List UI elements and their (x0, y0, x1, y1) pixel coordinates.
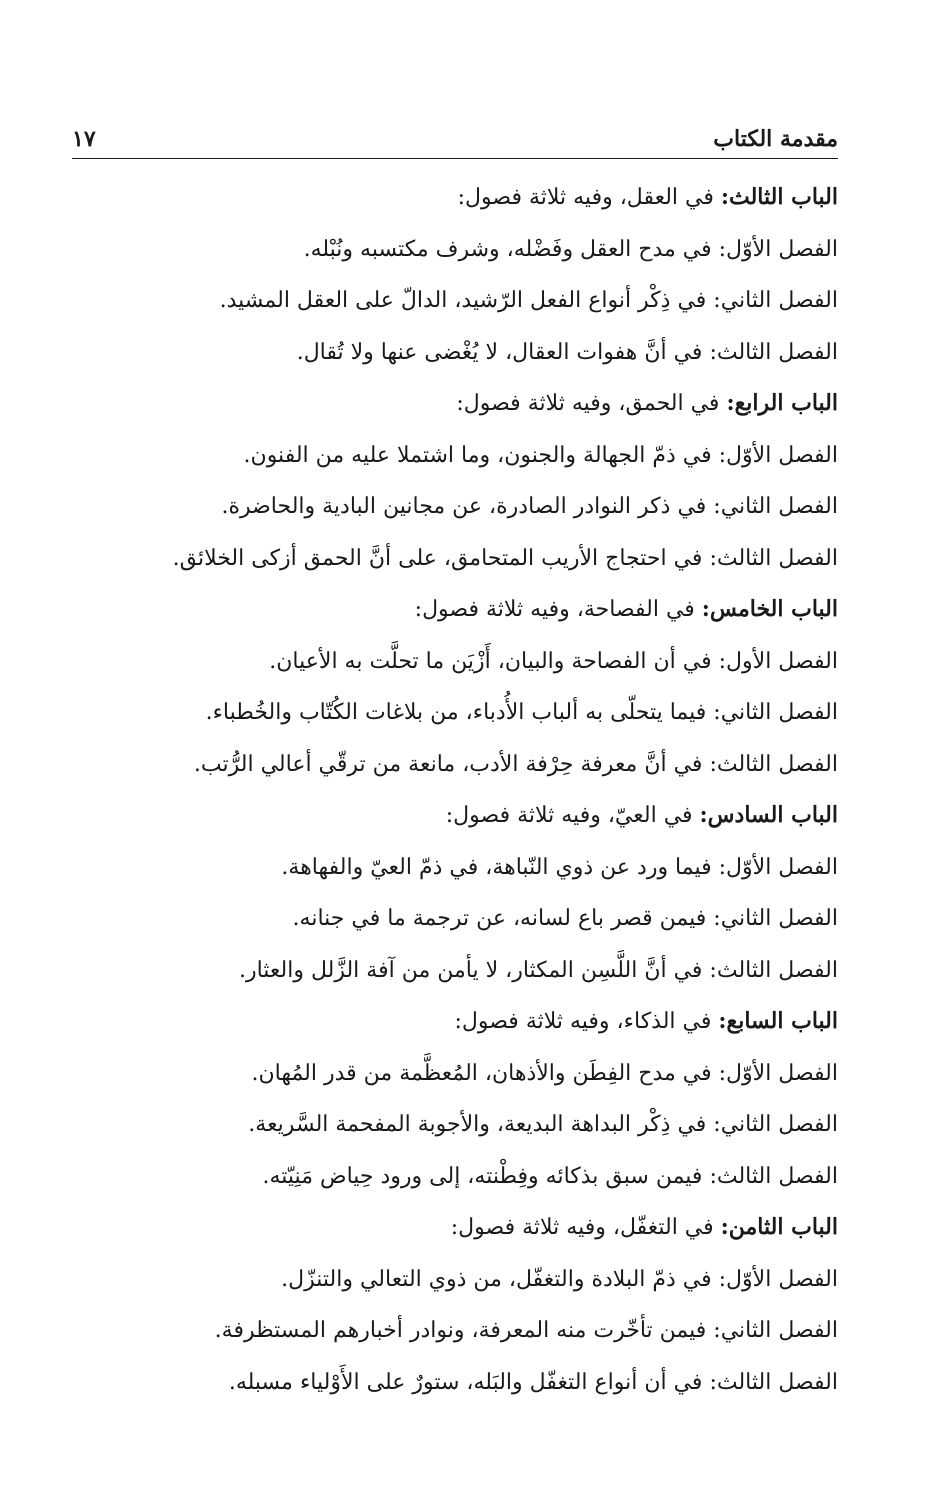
header-title: مقدمة الكتاب (713, 126, 838, 152)
chapter-label: الباب الخامس: (701, 596, 838, 622)
chapter-text: في العيّ، وفيه ثلاثة فصول: (445, 803, 700, 828)
chapter-heading (72, 790, 838, 842)
chapter-heading (72, 378, 838, 430)
chapter-label: الباب السادس: (699, 802, 838, 828)
chapter-label: الباب الثالث: (720, 184, 838, 210)
section-line: الفصل الثاني: في ذِكْر أنواع الفعل الرّشيد، الدالّ على العقل المشيد. (219, 288, 838, 313)
section-line: الفصل الأوّل: في مدح العقل وفَضْله، وشرف مكتسبه ونُبْله. (303, 236, 838, 262)
section-line: الفصل الثالث: في أنَّ معرفة حِرْفة الأدب، مانعة من ترقّي أعالي الرُّتب. (193, 751, 838, 777)
chapter-heading (72, 584, 838, 636)
section-line: الفصل الأوّل: في ذمّ البلادة والتغفّل، من ذوي التعالي والتنزّل. (281, 1266, 838, 1292)
section-line: الفصل الأول: في أن الفصاحة والبيان، أَزْيَن ما تحلَّت به الأعيان. (269, 648, 838, 674)
section-line: الفصل الأوّل: في ذمّ الجهالة والجنون، وما اشتملا عليه من الفنون. (243, 442, 838, 468)
chapter-text: في الفصاحة، وفيه ثلاثة فصول: (414, 597, 702, 622)
chapter-text: في الذكاء، وفيه ثلاثة فصول: (454, 1009, 719, 1034)
section-line: الفصل الأوّل: فيما ورد عن ذوي النّباهة، في ذمّ العيّ والفهاهة. (281, 854, 838, 880)
section-line: الفصل الثالث: في أنَّ هفوات العقال، لا يُغْضى عنها ولا تُقال. (296, 339, 838, 365)
section-line: الفصل الثاني: فيما يتحلّى به ألباب الأُدباء، من بلاغات الكُتّاب والخُطباء. (205, 700, 838, 725)
chapter-heading (72, 172, 838, 224)
chapter-text: في التغفّل، وفيه ثلاثة فصول: (450, 1215, 721, 1240)
page-number: ١٧ (72, 126, 96, 152)
section-line: الفصل الثالث: في أنَّ اللَّسِن المكثار، لا يأمن من آفة الزَّلل والعثار. (238, 957, 838, 983)
table-of-contents (72, 172, 838, 1408)
section-line: الفصل الثاني: في ذِكْر البداهة البديعة، والأجوبة المفحمة السَّريعة. (248, 1112, 838, 1137)
chapter-text: في العقل، وفيه ثلاثة فصول: (457, 185, 721, 210)
section-line: الفصل الأوّل: في مدح الفِطَن والأذهان، المُعظَّمة من قدر المُهان. (251, 1060, 838, 1086)
chapter-text: في الحمق، وفيه ثلاثة فصول: (456, 391, 727, 416)
section-line: الفصل الثالث: في أن أنواع التغفّل والبَله، ستورٌ على الأَوْلياء مسبله. (228, 1369, 838, 1395)
chapter-label: الباب السابع: (718, 1008, 838, 1034)
section-line: الفصل الثاني: فيمن قصر باع لسانه، عن ترجمة ما في جنانه. (292, 906, 838, 931)
section-line: الفصل الثاني: فيمن تأخّرت منه المعرفة، ونوادر أخبارهم المستظرفة. (214, 1318, 838, 1343)
section-line: الفصل الثاني: في ذكر النوادر الصادرة، عن مجانين البادية والحاضرة. (221, 494, 838, 519)
running-header (72, 112, 838, 159)
chapter-label: الباب الرابع: (726, 390, 838, 416)
chapter-heading (72, 1202, 838, 1254)
chapter-heading (72, 996, 838, 1048)
section-line: الفصل الثالث: فيمن سبق بذكائه وفِطْنته، إلى ورود حِياض مَنِيّته. (262, 1163, 838, 1189)
chapter-label: الباب الثامن: (720, 1214, 838, 1240)
section-line: الفصل الثالث: في احتجاج الأريب المتحامق، على أنَّ الحمق أزكى الخلائق. (172, 545, 838, 571)
